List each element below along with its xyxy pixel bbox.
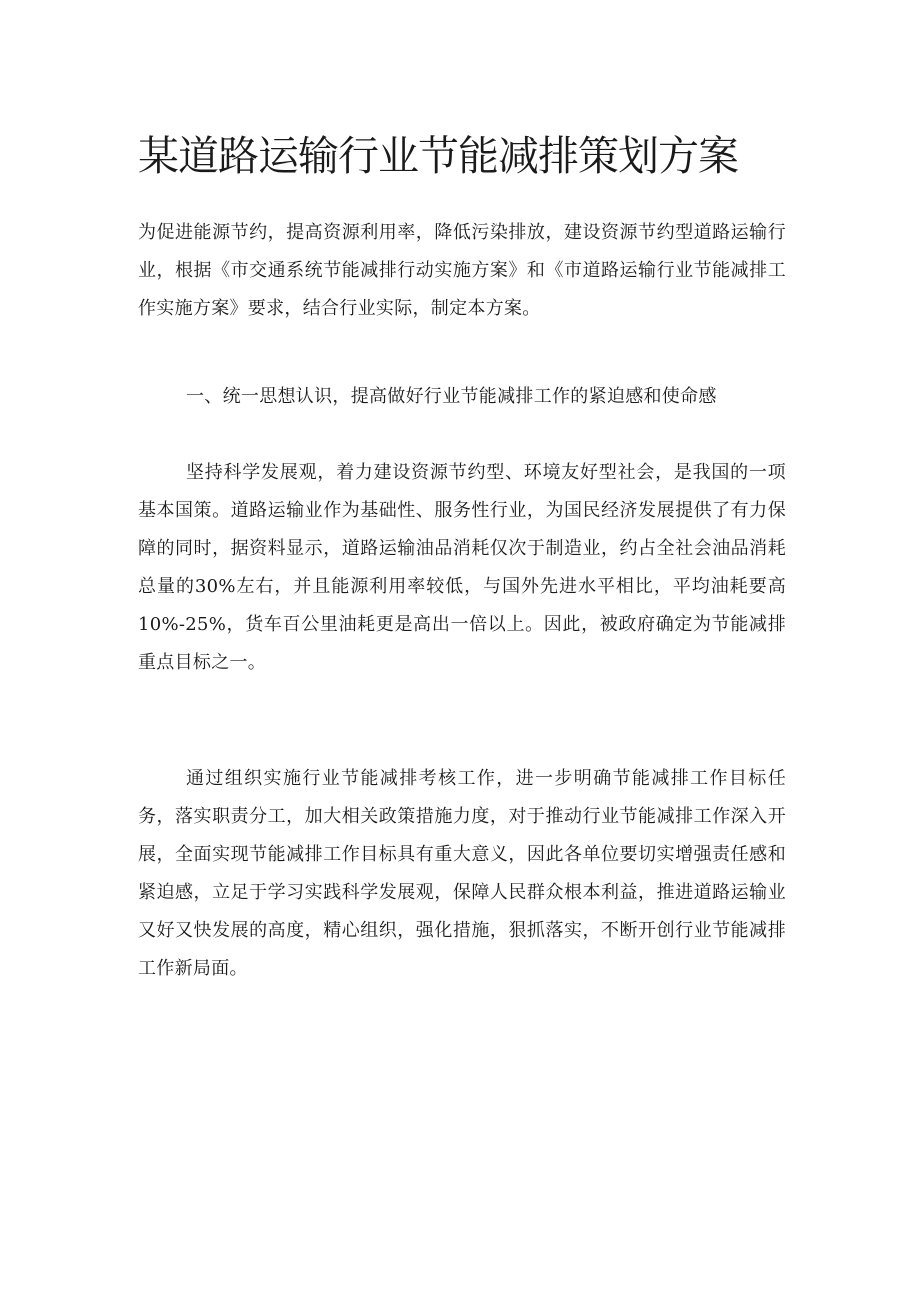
body-paragraph-1: 坚持科学发展观，着力建设资源节约型、环境友好型社会，是我国的一项基本国策。道路运输业作为基础性、服务性行业，为国民经济发展提供了有力保障的同时，据资料显示，道路运输油品消耗仅次于制造业，约占全社会油品消耗总量的30%左右，并且能源利用率较低，与国外先进水平相比，平均油耗要高10%-25%，货车百公里油耗更是高出一倍以上。因此，被政府确定为节能减排重点目标之一。 bbox=[138, 462, 786, 673]
document-title: 某道路运输行业节能减排策划方案 bbox=[138, 132, 738, 180]
section-heading: 一、统一思想认识，提高做好行业节能减排工作的紧迫感和使命感 bbox=[186, 386, 717, 407]
intro-paragraph: 为促进能源节约，提高资源利用率，降低污染排放，建设资源节约型道路运输行业，根据《市交通系统节能减排行动实施方案》和《市道路运输行业节能减排工作实施方案》要求，结合行业实际，制定本方案。 bbox=[138, 222, 786, 319]
body-paragraph-2: 通过组织实施行业节能减排考核工作，进一步明确节能减排工作目标任务，落实职责分工，加大相关政策措施力度，对于推动行业节能减排工作深入开展，全面实现节能减排工作目标具有重大意义，因此各单位要切实增强责任感和紧迫感，立足于学习实践科学发展观，保障人民群众根本利益，推进道路运输业又好又快发展的高度，精心组织，强化措施，狠抓落实，不断开创行业节能减排工作新局面。 bbox=[138, 768, 786, 979]
